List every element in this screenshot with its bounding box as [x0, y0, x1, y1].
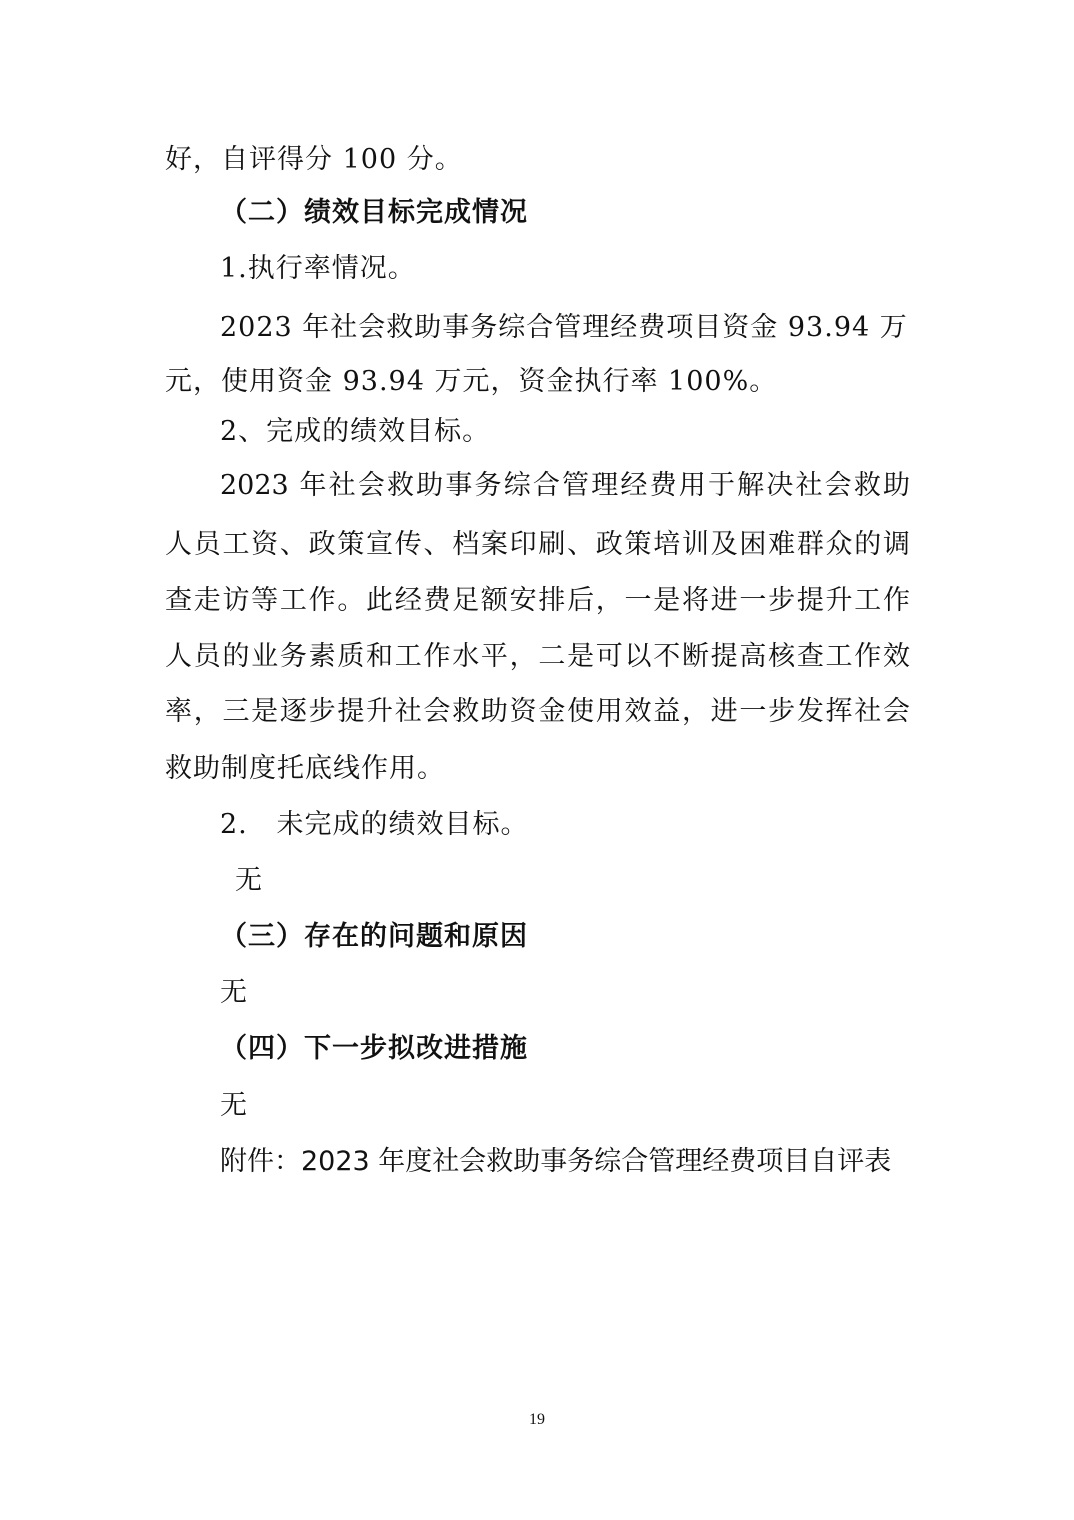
paragraph-line: 2023 年社会救助事务综合管理经费项目资金 93.94 万 — [220, 312, 908, 343]
subsection-heading: 1.执行率情况。 — [220, 253, 416, 284]
page-number: 19 — [529, 1411, 545, 1428]
paragraph-line: 无 — [220, 977, 248, 1008]
paragraph-line: 查走访等工作。此经费足额安排后，一是将进一步提升工作 — [165, 585, 910, 616]
section-heading-three: （三）存在的问题和原因 — [220, 921, 528, 952]
subsection-heading: 2. 未完成的绩效目标。 — [220, 809, 529, 840]
paragraph-line: 人员的业务素质和工作水平，二是可以不断提高核查工作效 — [165, 641, 910, 672]
section-heading-four: （四）下一步拟改进措施 — [220, 1033, 528, 1064]
paragraph-line: 率，三是逐步提升社会救助资金使用效益，进一步发挥社会 — [165, 696, 910, 727]
paragraph-line: 2023 年社会救助事务综合管理经费用于解决社会救助 — [220, 470, 910, 501]
paragraph-line: 无 — [235, 865, 263, 896]
paragraph-line: 救助制度托底线作用。 — [165, 753, 445, 784]
paragraph-line: 人员工资、政策宣传、档案印刷、政策培训及困难群众的调 — [165, 529, 910, 560]
paragraph-line: 元，使用资金 93.94 万元，资金执行率 100%。 — [165, 366, 778, 397]
attachment-line: 附件：2023 年度社会救助事务综合管理经费项目自评表 — [220, 1146, 892, 1177]
paragraph-line: 好，自评得分 100 分。 — [165, 144, 463, 175]
section-heading-two: （二）绩效目标完成情况 — [220, 197, 528, 228]
subsection-heading: 2、完成的绩效目标。 — [220, 416, 491, 447]
paragraph-line: 无 — [220, 1090, 248, 1121]
